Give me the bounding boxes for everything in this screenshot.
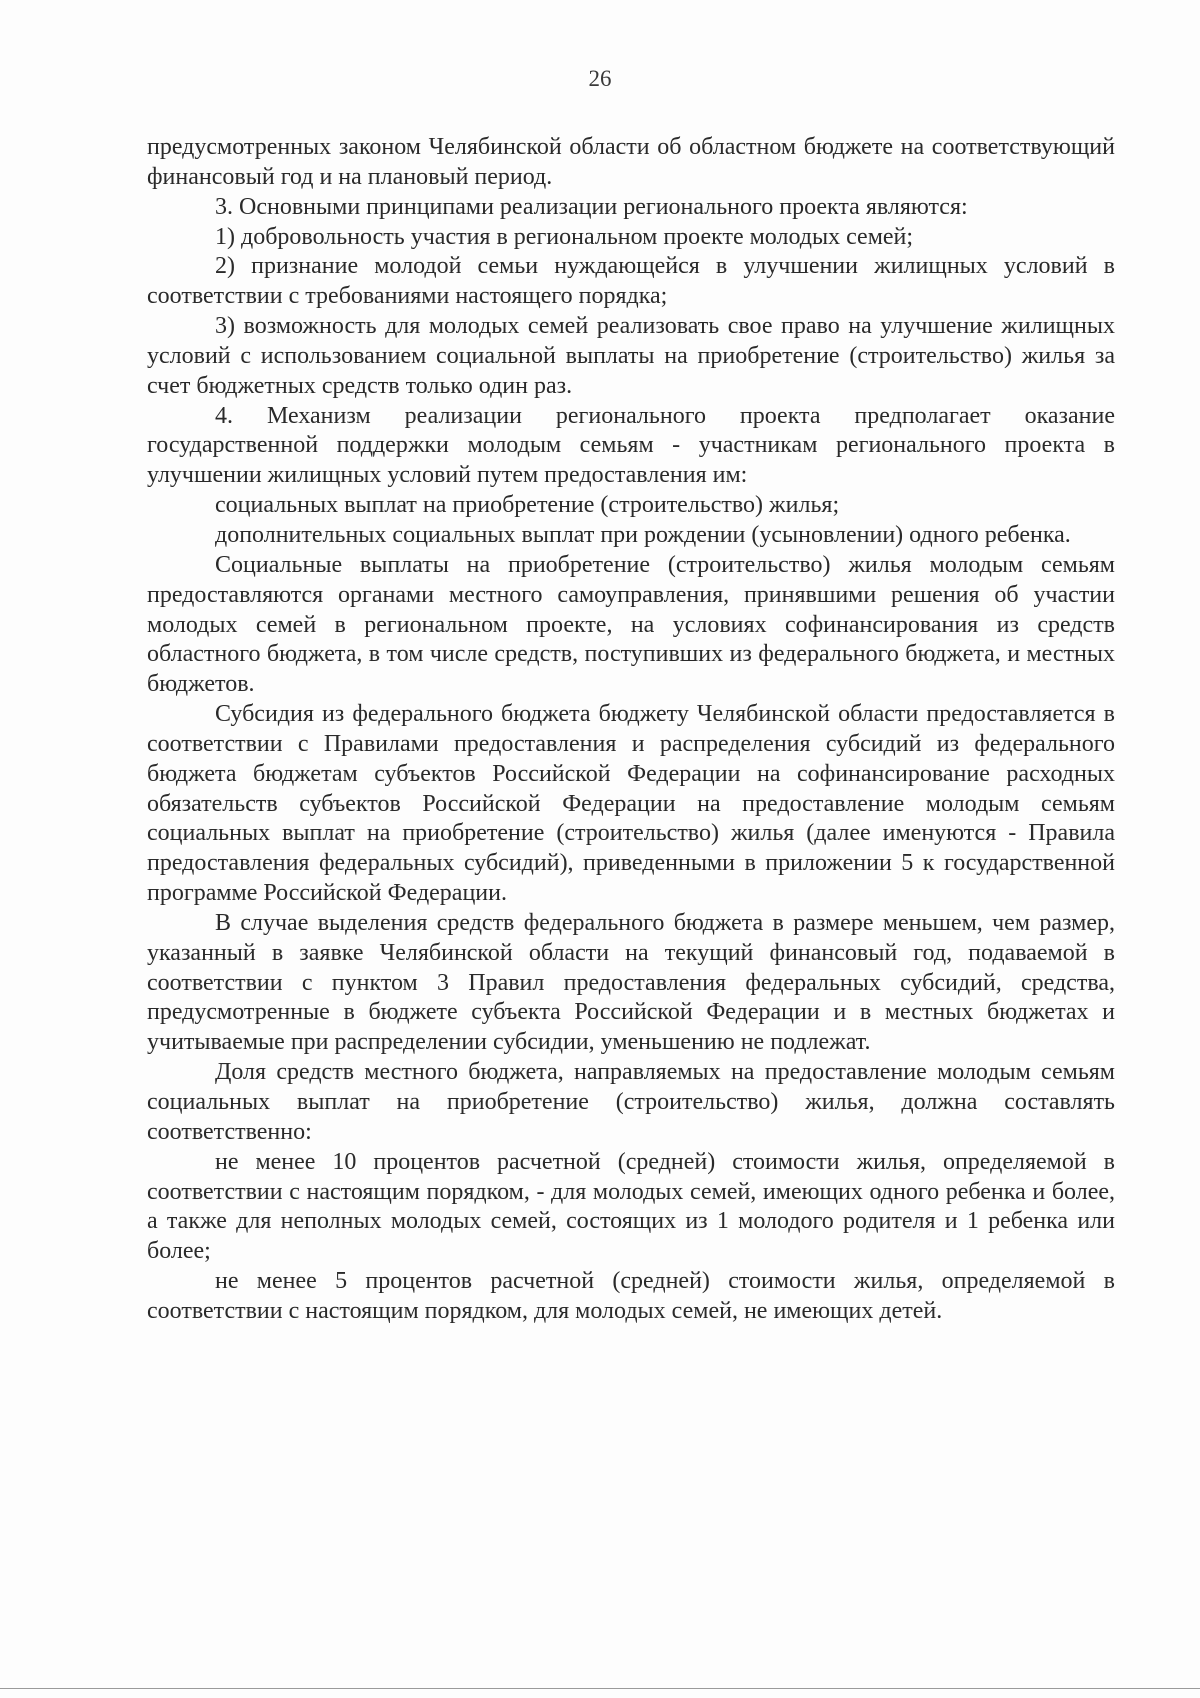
paragraph: Социальные выплаты на приобретение (строительство) жилья молодым семьям предоставляются органами местного самоуправления, принявшими решения об участии молодых семей в региональном проекте, на условиях софинансирования из средств областного бюджета, в том числе средств, поступивших из федерального бюджета, и местных бюджетов. xyxy=(147,551,1115,698)
paragraph: В случае выделения средств федерального бюджета в размере меньшем, чем размер, указанный в заявке Челябинской области на текущий финансовый год, подаваемой в соответствии с пунктом 3 Правил предоставления федеральных субсидий, средства, предусмотренные в бюджете субъекта Российской Федерации и в местных бюджетах и учитываемые при распределении субсидии, уменьшению не подлежат. xyxy=(147,909,1115,1056)
paragraph: социальных выплат на приобретение (строительство) жилья; xyxy=(215,492,840,519)
scan-edge-line xyxy=(0,1688,1200,1689)
paragraph: 2) признание молодой семьи нуждающейся в улучшении жилищных условий в соответствии с требованиями настоящего порядка; xyxy=(147,253,1115,310)
paragraph: Доля средств местного бюджета, направляемых на предоставление молодым семьям социальных выплат на приобретение (строительство) жилья, должна составлять соответственно: xyxy=(147,1059,1115,1145)
paragraph: 1) добровольность участия в региональном проекте молодых семей; xyxy=(215,223,914,250)
paragraph: Субсидия из федерального бюджета бюджету Челябинской области предоставляется в соответствии с Правилами предоставления и распределения субсидий из федерального бюджета бюджетам субъектов Российской Федерации на софинансирование расходных обязательств субъектов Российской Федерации на предоставление молодым семьям социальных выплат на приобретение (строительство) жилья (далее именуются - Правила предоставления федеральных субсидий), приведенными в приложении 5 к государственной программе Российской Федерации. xyxy=(147,701,1115,907)
paragraph: дополнительных социальных выплат при рождении (усыновлении) одного ребенка. xyxy=(215,521,1071,548)
paragraph: предусмотренных законом Челябинской области об областном бюджете на соответствующий финансовый год и на плановый период. xyxy=(147,134,1115,190)
paragraph: не менее 5 процентов расчетной (средней) стоимости жилья, определяемой в соответствии с настоящим порядком, для молодых семей, не имеющих детей. xyxy=(147,1268,1115,1324)
page-number: 26 xyxy=(588,66,612,91)
paragraph: не менее 10 процентов расчетной (средней) стоимости жилья, определяемой в соответствии с настоящим порядком, - для молодых семей, имеющих одного ребенка и более, а также для неполных молодых семей, состоящих из 1 молодого родителя и 1 ребенка или более; xyxy=(147,1148,1115,1265)
paragraph: 4. Механизм реализации регионального проекта предполагает оказание государственной поддержки молодым семьям - участникам регионального проекта в улучшении жилищных условий путем предоставления им: xyxy=(147,402,1115,489)
document-body xyxy=(147,133,1115,1327)
paragraph: 3) возможность для молодых семей реализовать свое право на улучшение жилищных условий с использованием социальной выплаты на приобретение (строительство) жилья за счет бюджетных средств только один раз. xyxy=(147,313,1115,399)
paragraph: 3. Основными принципами реализации регионального проекта являются: xyxy=(215,193,968,220)
